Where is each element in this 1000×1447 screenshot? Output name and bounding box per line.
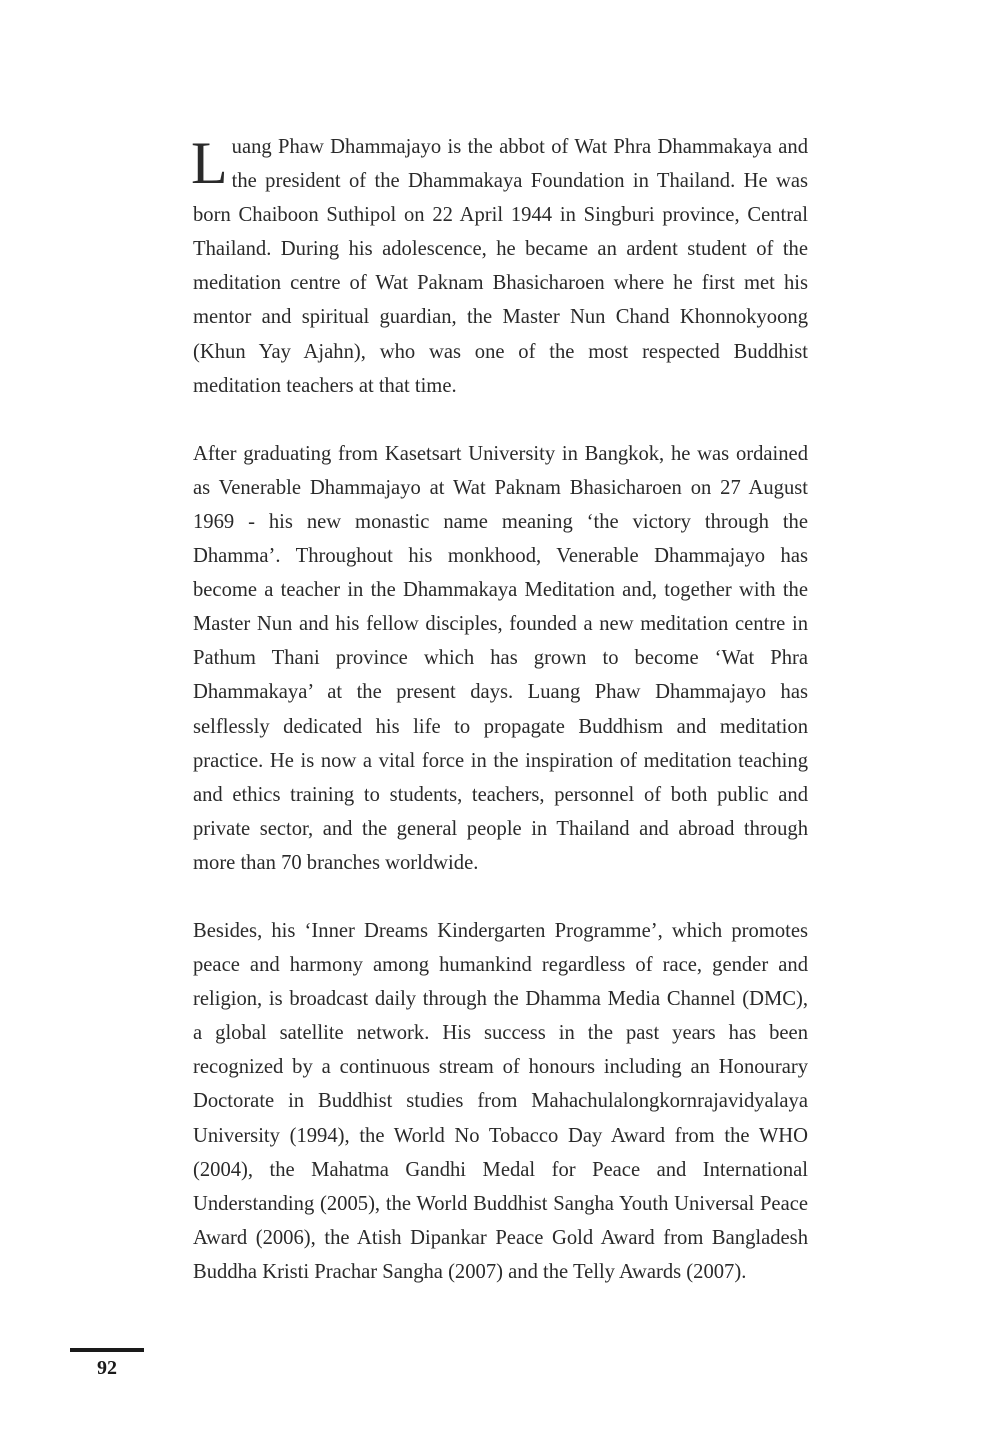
page-number-rule [70, 1348, 144, 1352]
paragraph-2: After graduating from Kasetsart University in Bangkok, he was ordained as Venerable Dhammajayo at Wat Paknam Bhasicharoen on 27 August 1969 - his new monastic name meaning ‘the victory through the Dhamma’. Throughout his monkhood, Venerable Dhammajayo has become a teacher in the Dhammakaya Meditation and, together with the Master Nun and his fellow disciples, founded a new meditation centre in Pathum Thani province which has grown to become ‘Wat Phra Dhammakaya’ at the present days. Luang Phaw Dhammajayo has selflessly dedicated his life to propagate Buddhism and meditation practice. He is now a vital force in the inspiration of meditation teaching and ethics training to students, teachers, personnel of both public and private sector, and the general people in Thailand and abroad through more than 70 branches worldwide. [193, 442, 808, 874]
drop-cap: L [191, 130, 228, 196]
page-number: 92 [97, 1357, 117, 1379]
paragraph-1 [193, 130, 808, 403]
paragraph-1-text: uang Phaw Dhammajayo is the abbot of Wat Phra Dhammakaya and the president of the Dhammakaya Foundation in Thailand. He was born Chaiboon Suthipol on 22 April 1944 in Singburi province, Central Thailand. During his adolescence, he became an ardent student of the meditation centre of Wat Paknam Bhasicharoen where he first met his mentor and spiritual guardian, the Master Nun Chand Khonnokyoong (Khun Yay Ajahn), who was one of the most respected Buddhist meditation teachers at that time. [193, 136, 808, 397]
paragraph-3: Besides, his ‘Inner Dreams Kindergarten Programme’, which promotes peace and harmony among humankind regardless of race, gender and religion, is broadcast daily through the Dhamma Media Channel (DMC), a global satellite network. His success in the past years has been recognized by a continuous stream of honours including an Honourary Doctorate in Buddhist studies from Mahachulalongkornrajavidyalaya University (1994), the World No Tobacco Day Award from the WHO (2004), the Mahatma Gandhi Medal for Peace and International Understanding (2005), the World Buddhist Sangha Youth Universal Peace Award (2006), the Atish Dipankar Peace Gold Award from Bangladesh Buddha Kristi Prachar Sangha (2007) and the Telly Awards (2007). [193, 919, 808, 1283]
article-body [193, 130, 808, 1323]
